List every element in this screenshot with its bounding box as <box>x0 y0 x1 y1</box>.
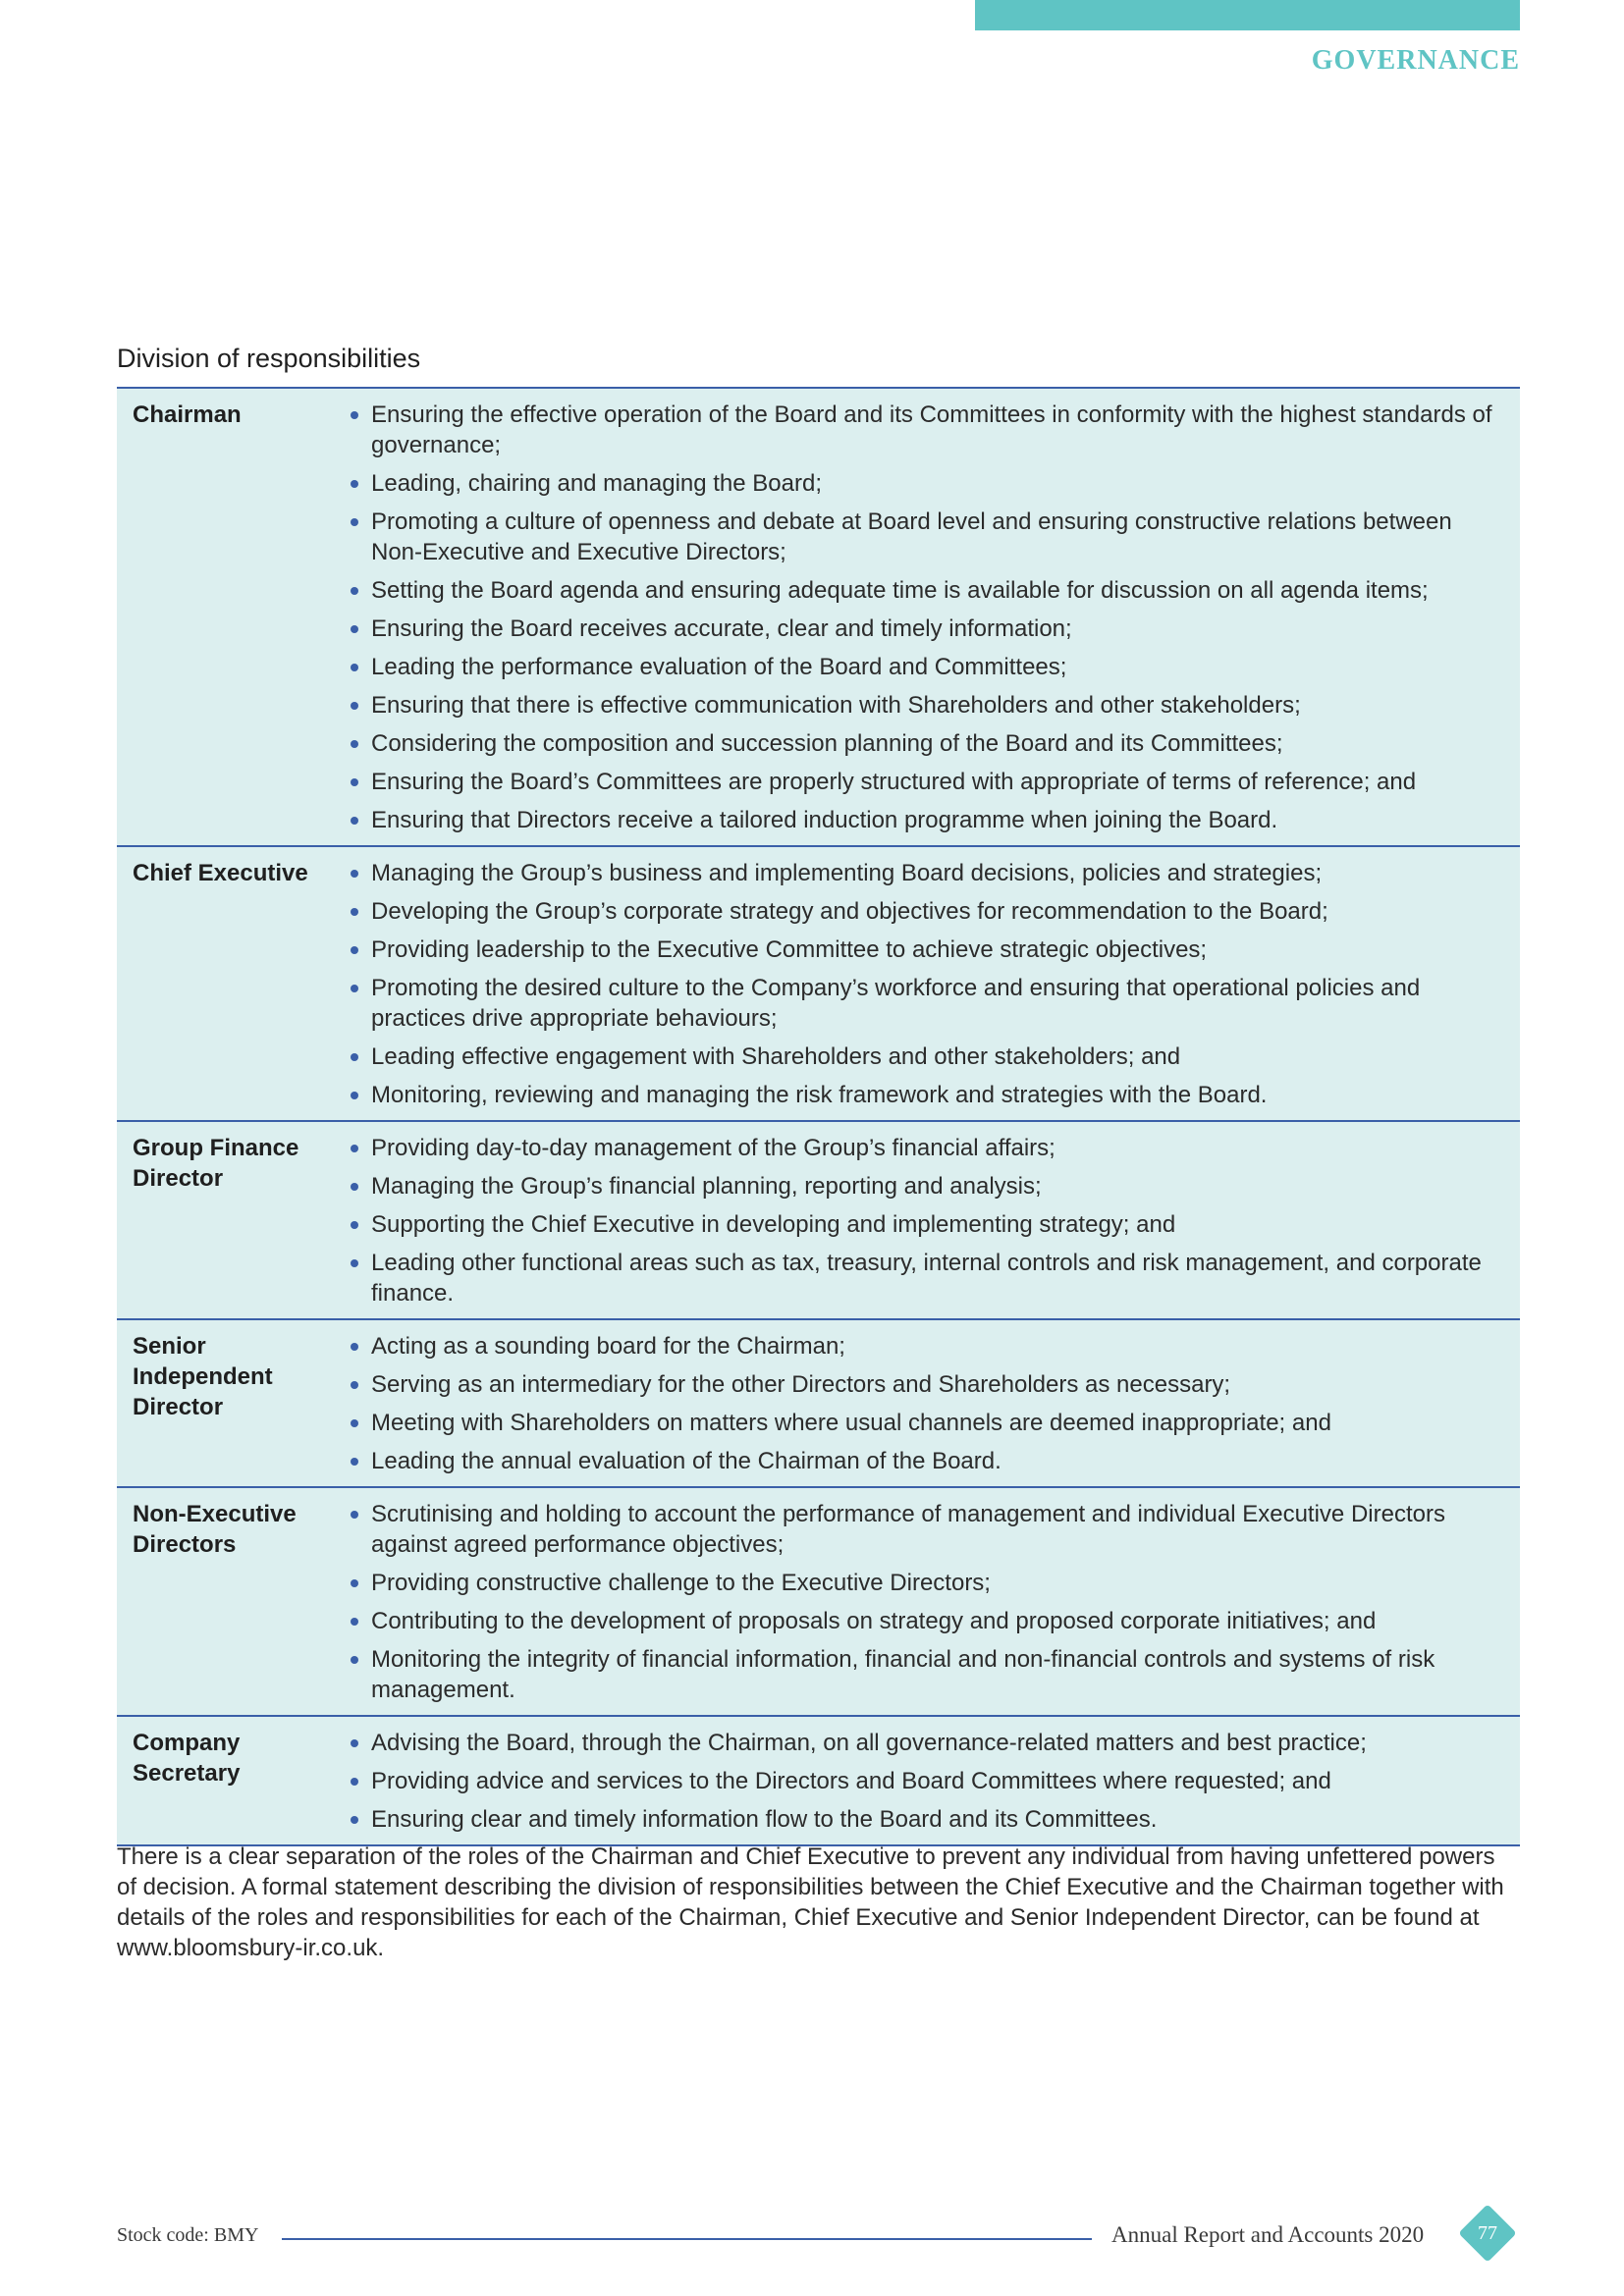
list-item: Managing the Group’s financial planning, reporting and analysis; <box>347 1171 1500 1201</box>
list-item: Serving as an intermediary for the other Directors and Shareholders as necessary; <box>347 1369 1500 1400</box>
list-item: Advising the Board, through the Chairman, on all governance-related matters and best practice; <box>347 1728 1500 1758</box>
duties-list <box>347 400 1500 835</box>
list-item: Providing advice and services to the Directors and Board Committees where requested; and <box>347 1766 1500 1796</box>
separation-statement: There is a clear separation of the roles of the Chairman and Chief Executive to prevent any individual from having unfettered powers of decision. A formal statement describing the division of responsibilities between the Chief Executive and the Chairman together with details of the roles and responsibilities for each of the Chairman, Chief Executive and Senior Independent Director, can be found at www.bloomsbury-ir.co.uk. <box>117 1843 1504 1961</box>
section-label: GOVERNANCE <box>1311 45 1520 76</box>
list-item: Leading, chairing and managing the Board; <box>347 468 1500 499</box>
list-item: Promoting a culture of openness and debate at Board level and ensuring constructive relations between Non-Executive and Executive Directors; <box>347 507 1500 567</box>
table-row <box>117 388 1520 846</box>
list-item: Ensuring that Directors receive a tailored induction programme when joining the Board. <box>347 805 1500 835</box>
list-item: Monitoring the integrity of financial information, financial and non-financial controls and systems of risk management. <box>347 1644 1500 1705</box>
table-row <box>117 846 1520 1121</box>
footer-report-title: Annual Report and Accounts 2020 <box>1111 2222 1425 2247</box>
role-name: Company Secretary <box>117 1716 347 1845</box>
list-item: Considering the composition and succession planning of the Board and its Committees; <box>347 728 1500 759</box>
duties-cell <box>347 1319 1520 1487</box>
list-item: Monitoring, reviewing and managing the risk framework and strategies with the Board. <box>347 1080 1500 1110</box>
list-item: Ensuring the Board receives accurate, clear and timely information; <box>347 614 1500 644</box>
page-number: 77 <box>1478 2222 1497 2244</box>
list-item: Promoting the desired culture to the Company’s workforce and ensuring that operational policies and practices drive appropriate behaviours; <box>347 973 1500 1034</box>
list-item: Setting the Board agenda and ensuring adequate time is available for discussion on all agenda items; <box>347 575 1500 606</box>
footer-stock-code: Stock code: BMY <box>117 2224 259 2246</box>
table-row <box>117 1121 1520 1319</box>
list-item: Leading other functional areas such as tax, treasury, internal controls and risk management, and corporate finance. <box>347 1248 1500 1308</box>
list-item: Scrutinising and holding to account the performance of management and individual Executive Directors against agreed performance objectives; <box>347 1499 1500 1560</box>
list-item: Providing leadership to the Executive Committee to achieve strategic objectives; <box>347 934 1500 965</box>
duties-list <box>347 858 1500 1110</box>
role-name: Senior Independent Director <box>117 1319 347 1487</box>
role-name: Chief Executive <box>117 846 347 1121</box>
list-item: Leading the annual evaluation of the Chairman of the Board. <box>347 1446 1500 1476</box>
duties-list <box>347 1133 1500 1308</box>
role-name: Non-Executive Directors <box>117 1487 347 1716</box>
list-item: Meeting with Shareholders on matters where usual channels are deemed inappropriate; and <box>347 1408 1500 1438</box>
responsibilities-table-body <box>117 388 1520 1845</box>
list-item: Leading the performance evaluation of the Board and Committees; <box>347 652 1500 682</box>
list-item: Ensuring the Board’s Committees are properly structured with appropriate of terms of reference; and <box>347 767 1500 797</box>
page-number-badge <box>1458 2204 1517 2263</box>
table-row <box>117 1487 1520 1716</box>
role-name: Group Finance Director <box>117 1121 347 1319</box>
duties-list <box>347 1499 1500 1705</box>
list-item: Leading effective engagement with Shareholders and other stakeholders; and <box>347 1041 1500 1072</box>
duties-cell <box>347 1487 1520 1716</box>
duties-cell <box>347 388 1520 846</box>
footer-rule <box>282 2238 1092 2240</box>
duties-cell <box>347 1121 1520 1319</box>
list-item: Ensuring that there is effective communication with Shareholders and other stakeholders; <box>347 690 1500 721</box>
list-item: Supporting the Chief Executive in developing and implementing strategy; and <box>347 1209 1500 1240</box>
header-accent-bar <box>975 0 1520 30</box>
role-name: Chairman <box>117 388 347 846</box>
table-title: Division of responsibilities <box>117 344 421 373</box>
duties-list <box>347 1728 1500 1835</box>
list-item: Providing day-to-day management of the Group’s financial affairs; <box>347 1133 1500 1163</box>
list-item: Developing the Group’s corporate strategy and objectives for recommendation to the Board; <box>347 896 1500 927</box>
list-item: Ensuring clear and timely information flow to the Board and its Committees. <box>347 1804 1500 1835</box>
list-item: Acting as a sounding board for the Chairman; <box>347 1331 1500 1362</box>
list-item: Ensuring the effective operation of the Board and its Committees in conformity with the highest standards of governance; <box>347 400 1500 460</box>
duties-cell <box>347 846 1520 1121</box>
list-item: Managing the Group’s business and implementing Board decisions, policies and strategies; <box>347 858 1500 888</box>
table-row <box>117 1319 1520 1487</box>
list-item: Contributing to the development of proposals on strategy and proposed corporate initiatives; and <box>347 1606 1500 1636</box>
table-row <box>117 1716 1520 1845</box>
duties-list <box>347 1331 1500 1476</box>
duties-cell <box>347 1716 1520 1845</box>
responsibilities-table <box>117 387 1520 1846</box>
list-item: Providing constructive challenge to the Executive Directors; <box>347 1568 1500 1598</box>
